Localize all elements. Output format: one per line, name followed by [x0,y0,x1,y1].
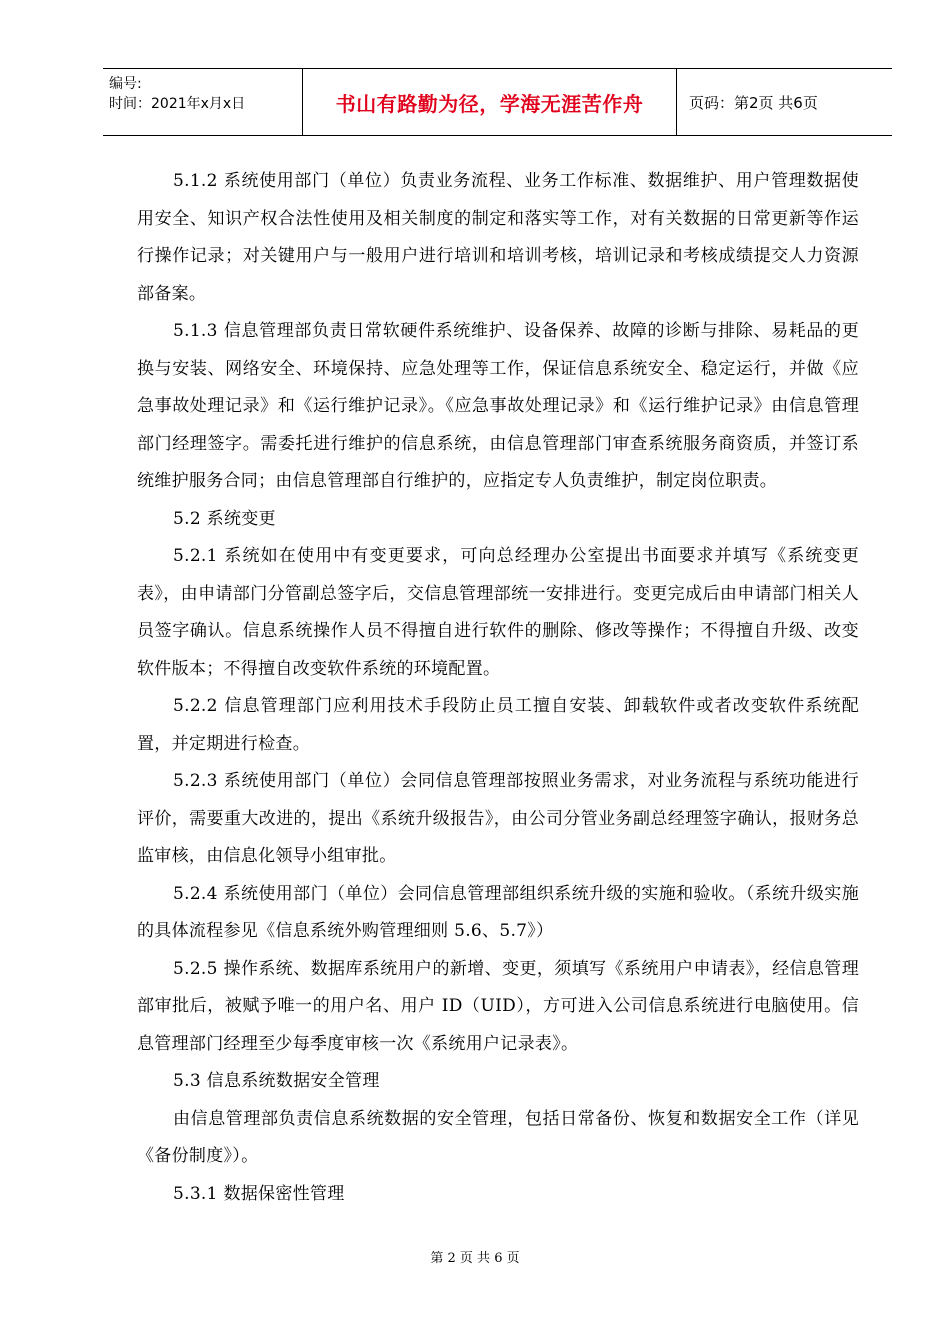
page-footer: 第 2 页 共 6 页 [430,1251,520,1266]
heading-5-3: 5.3 信息系统数据安全管理 [173,1071,380,1091]
paragraph-5-2-4: 5.2.4 系统使用部门（单位）会同信息管理部组织系统升级的实施和验收。（系统升级实施的具体流程参见《信息系统外购管理细则 5.6、5.7》） [137,883,859,941]
code-label: 编号: [109,76,142,92]
paragraph-5-1-3: 5.1.3 信息管理部负责日常软硬件系统维护、设备保养、故障的诊断与排除、易耗品的更换与安装、网络安全、环境保持、应急处理等工作，保证信息系统安全、稳定运行，并做《应急事故处理记录》和《运行维护记录》。《应急事故处理记录》和《运行维护记录》由信息管理部门经理签字。需委托进行维护的信息系统，由信息管理部门审查系统服务商资质，并签订系统维护服务合同；由信息管理部自行维护的，应指定专人负责维护，制定岗位职责。 [137,321,859,491]
heading-5-2: 5.2 系统变更 [173,508,276,529]
heading-5-3-1: 5.3.1 数据保密性管理 [173,1183,345,1204]
paragraph-5-2-2: 5.2.2 信息管理部门应利用技术手段防止员工擅自安装、卸载软件或者改变软件系统配置，并定期进行检查。 [137,696,859,754]
paragraph-5-3-intro: 由信息管理部负责信息系统数据的安全管理，包括日常备份、恢复和数据安全工作（详见《备份制度》）。 [137,1108,859,1166]
motto-text: 书山有路勤为径，学海无涯苦作舟 [335,91,644,116]
page-header [103,68,892,136]
paragraph-5-2-5: 5.2.5 操作系统、数据库系统用户的新增、变更，须填写《系统用户申请表》，经信息管理部审批后，被赋予唯一的用户名、用户 ID（UID），方可进入公司信息系统进行电脑使用。信息管理部门经理至少每季度审核一次《系统用户记录表》。 [137,958,859,1054]
page-info: 页码：第2页 共6页 [689,93,818,112]
paragraph-5-2-3: 5.2.3 系统使用部门（单位）会同信息管理部按照业务需求，对业务流程与系统功能进行评价，需要重大改进的，提出《系统升级报告》，由公司分管业务副总经理签字确认，报财务总监审核，由信息化领导小组审批。 [137,771,859,866]
document-body [137,163,859,1213]
paragraph-5-2-1: 5.2.1 系统如在使用中有变更要求，可向总经理办公室提出书面要求并填写《系统变更表》，由申请部门分管副总签字后，交信息管理部统一安排进行。变更完成后由申请部门相关人员签字确认。信息系统操作人员不得擅自进行软件的删除、修改等操作；不得擅自升级、改变软件版本；不得擅自改变软件系统的环境配置。 [137,546,859,679]
header-meta-cell [103,69,303,135]
paragraph-5-1-2: 5.1.2 系统使用部门（单位）负责业务流程、业务工作标准、数据维护、用户管理数据使用安全、知识产权合法性使用及相关制度的制定和落实等工作，对有关数据的日常更新等作运行操作记录；对关键用户与一般用户进行培训和培训考核，培训记录和考核成绩提交人力资源部备案。 [137,171,859,304]
header-page-cell [677,69,892,135]
header-motto-cell [303,69,677,135]
date-line: 时间：2021年x月x日 [109,96,246,112]
